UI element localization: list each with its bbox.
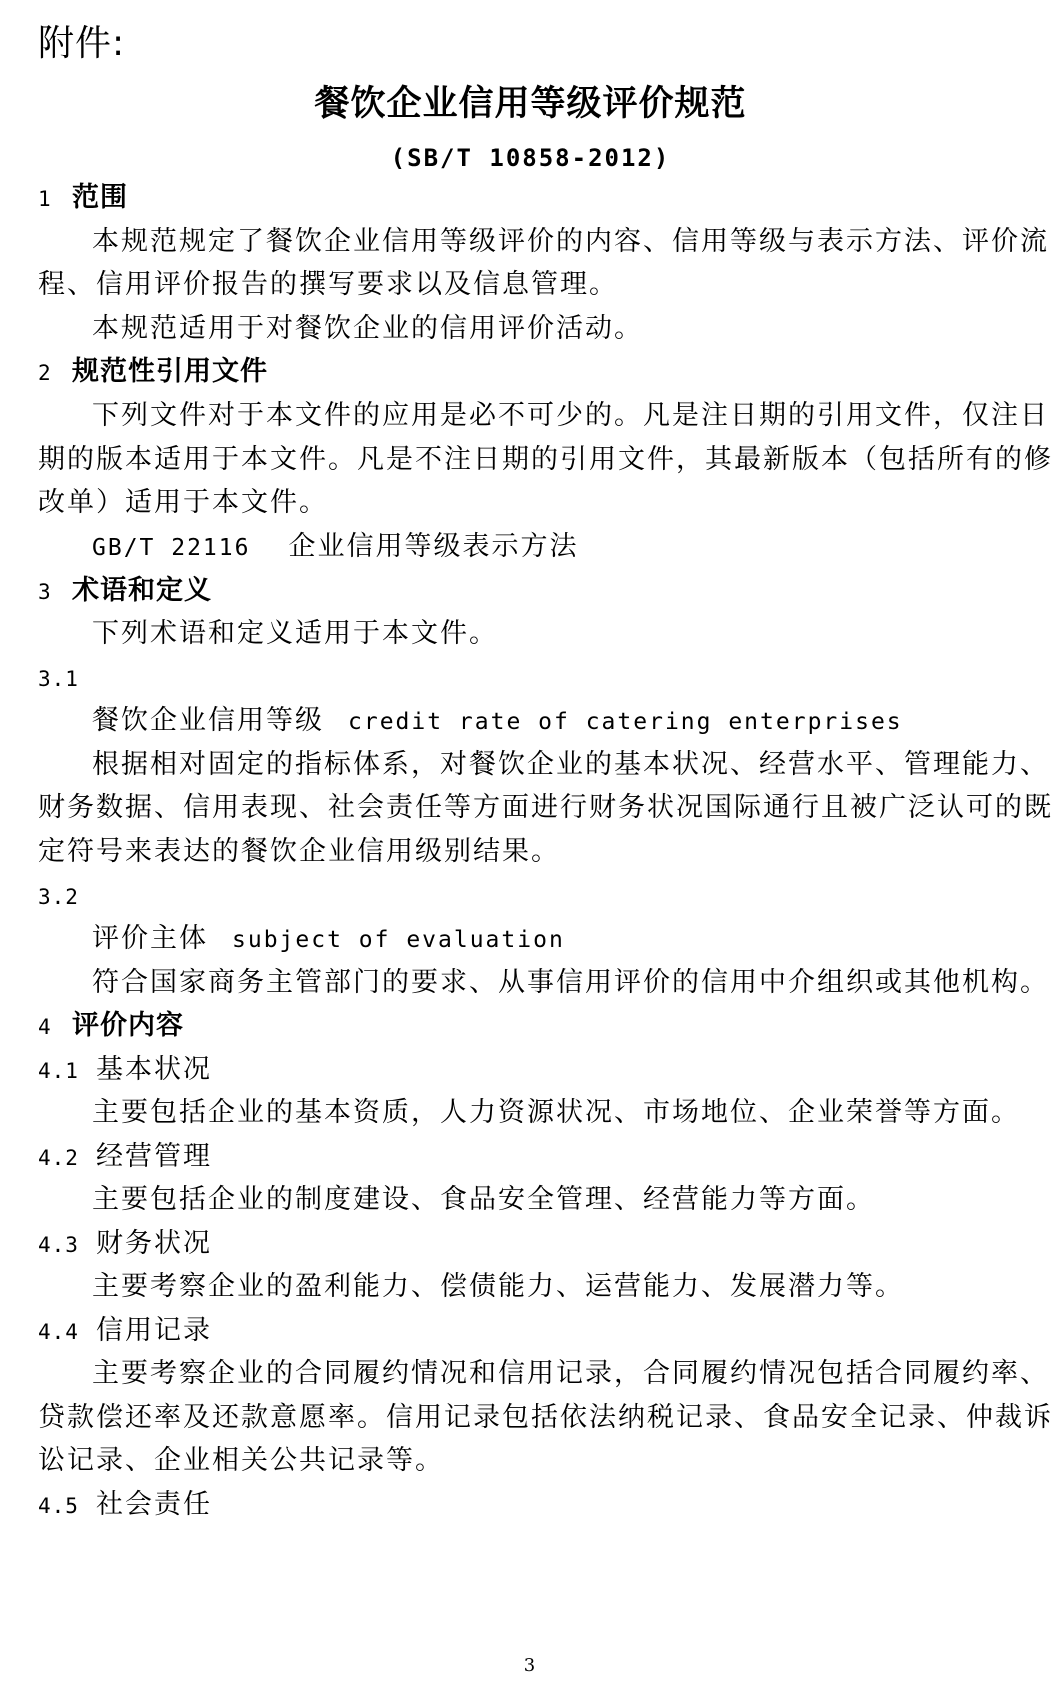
paragraph-line: 主要包括企业的基本资质，人力资源状况、市场地位、企业荣誉等方面。 (92, 1097, 1020, 1128)
section-number: 2 (38, 361, 52, 385)
paragraph-line: 期的版本适用于本文件。凡是不注日期的引用文件，其最新版本（包括所有的修 (38, 444, 1053, 475)
paragraph-line: 主要考察企业的盈利能力、偿债能力、运营能力、发展潜力等。 (92, 1271, 904, 1302)
section-4-heading (38, 1009, 184, 1044)
section-1-heading (38, 181, 128, 216)
subsection-4-2-heading (38, 1140, 212, 1175)
subsection-4-3-heading (38, 1227, 212, 1262)
paragraph-line: 符合国家商务主管部门的要求、从事信用评价的信用中介组织或其他机构。 (92, 967, 1049, 998)
term-3-2-title (92, 922, 565, 957)
section-number: 4 (38, 1015, 52, 1039)
term-3-2-number: 3.2 (38, 885, 79, 909)
subsection-number: 4.4 (38, 1320, 79, 1344)
subsection-number: 4.1 (38, 1059, 79, 1083)
paragraph-line: 下列术语和定义适用于本文件。 (92, 618, 498, 649)
subsection-title: 经营管理 (96, 1141, 212, 1172)
reference-code: GB/T 22116 (92, 535, 251, 561)
subsection-4-4-heading (38, 1314, 212, 1349)
paragraph-line: 贷款偿还率及还款意愿率。信用记录包括依法纳税记录、食品安全记录、仲裁诉 (38, 1402, 1053, 1433)
subsection-number: 4.3 (38, 1233, 79, 1257)
section-number: 3 (38, 580, 52, 604)
subsection-title: 信用记录 (96, 1315, 212, 1346)
paragraph-line: 下列文件对于本文件的应用是必不可少的。凡是注日期的引用文件，仅注日 (92, 400, 1049, 431)
term-chinese: 餐饮企业信用等级 (92, 705, 324, 736)
paragraph-line: 主要考察企业的合同履约情况和信用记录，合同履约情况包括合同履约率、 (92, 1358, 1049, 1389)
section-2-heading (38, 355, 268, 390)
subsection-number: 4.5 (38, 1494, 79, 1518)
section-number: 1 (38, 187, 52, 211)
standard-code: (SB/T 10858-2012) (390, 144, 671, 172)
term-3-1-title (92, 704, 903, 739)
reference-title: 企业信用等级表示方法 (288, 531, 579, 562)
paragraph-line: 本规范规定了餐饮企业信用等级评价的内容、信用等级与表示方法、评价流 (92, 226, 1049, 257)
subsection-4-5-heading (38, 1488, 212, 1523)
section-title: 评价内容 (72, 1010, 184, 1041)
section-title: 范围 (72, 182, 128, 213)
paragraph-line: 程、信用评价报告的撰写要求以及信息管理。 (38, 269, 618, 300)
paragraph-line: 财务数据、信用表现、社会责任等方面进行财务状况国际通行且被广泛认可的既 (38, 792, 1053, 823)
subsection-title: 财务状况 (96, 1228, 212, 1259)
section-title: 术语和定义 (72, 575, 212, 606)
paragraph-line: 定符号来表达的餐饮企业信用级别结果。 (38, 836, 560, 867)
document-title: 餐饮企业信用等级评价规范 (314, 84, 747, 124)
term-english: credit rate of catering enterprises (348, 709, 903, 735)
attachment-label: 附件: (38, 23, 126, 64)
paragraph-line: 本规范适用于对餐饮企业的信用评价活动。 (92, 313, 643, 344)
paragraph-line: 根据相对固定的指标体系，对餐饮企业的基本状况、经营水平、管理能力、 (92, 749, 1049, 780)
paragraph-line: 主要包括企业的制度建设、食品安全管理、经营能力等方面。 (92, 1184, 875, 1215)
page-number: 3 (523, 1655, 538, 1676)
subsection-4-1-heading (38, 1053, 212, 1088)
term-english: subject of evaluation (232, 927, 565, 953)
paragraph-line: 讼记录、企业相关公共记录等。 (38, 1445, 444, 1476)
subsection-title: 社会责任 (96, 1489, 212, 1520)
subsection-number: 4.2 (38, 1146, 79, 1170)
paragraph-line: 改单）适用于本文件。 (38, 487, 328, 518)
term-chinese: 评价主体 (92, 923, 208, 954)
section-title: 规范性引用文件 (72, 356, 268, 387)
subsection-title: 基本状况 (96, 1054, 212, 1085)
section-3-heading (38, 574, 212, 609)
term-3-1-number: 3.1 (38, 667, 79, 691)
normative-reference (92, 530, 578, 565)
